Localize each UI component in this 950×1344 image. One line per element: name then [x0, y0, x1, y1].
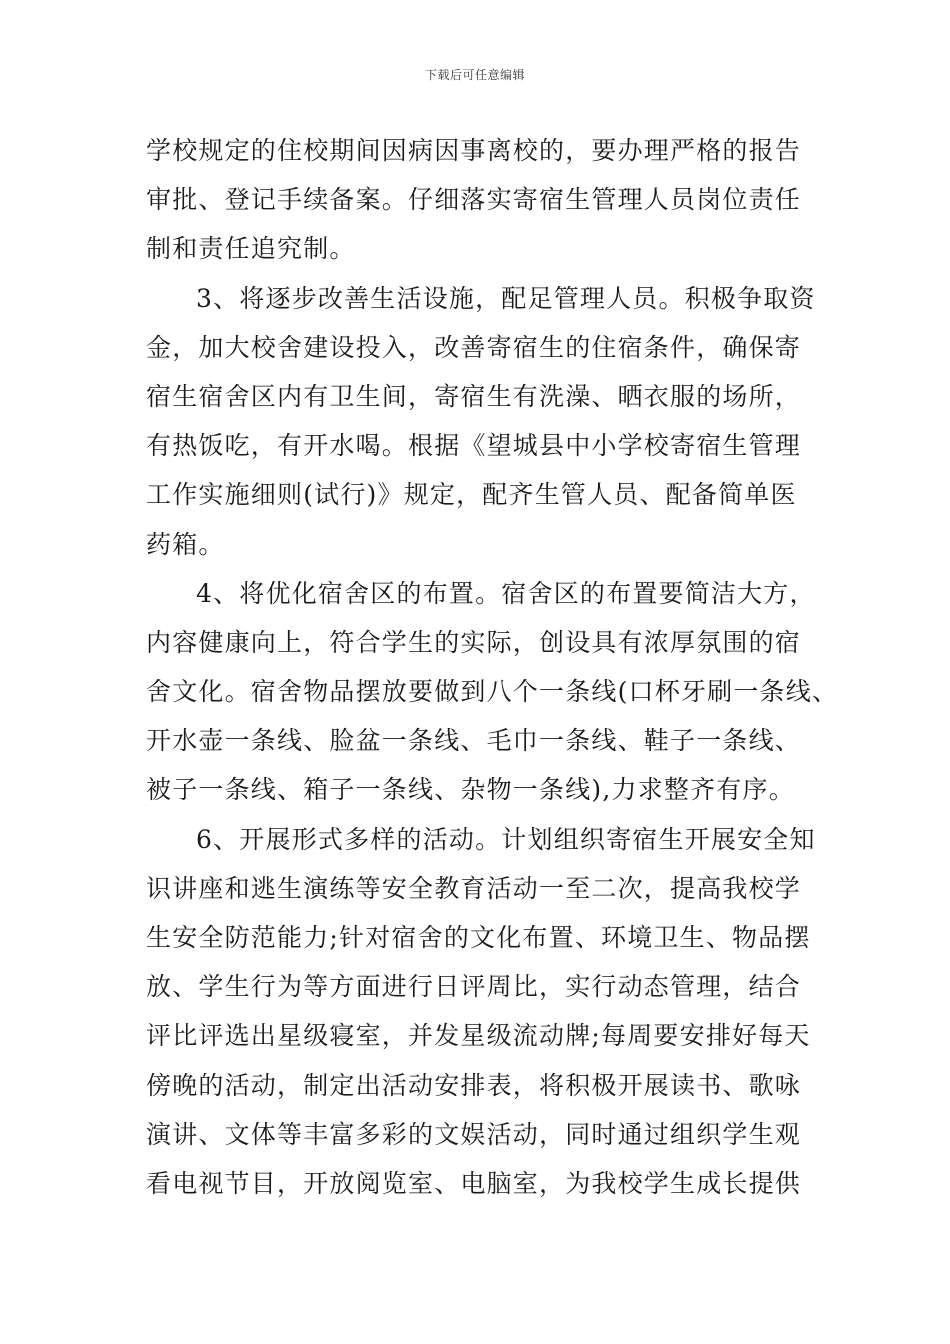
- text-line: 4、将优化宿舍区的布置。宿舍区的布置要简洁大方，: [196, 578, 816, 608]
- text-line: 6、开展形式多样的活动。计划组织寄宿生开展安全知: [196, 824, 816, 854]
- text-line: 3、将逐步改善生活设施，配足管理人员。积极争取资: [196, 283, 816, 313]
- text-line: 看电视节目，开放阅览室、电脑室，为我校学生成长提供: [146, 1168, 802, 1198]
- text-line: 放、学生行为等方面进行日评周比，实行动态管理，结合: [146, 972, 802, 1002]
- text-line: 演讲、文体等丰富多彩的文娱活动，同时通过组织学生观: [146, 1119, 802, 1149]
- text-line: 宿生宿舍区内有卫生间，寄宿生有洗澡、晒衣服的场所，: [146, 381, 802, 411]
- document-body: [146, 126, 846, 1208]
- text-line: 金，加大校舍建设投入，改善寄宿生的住宿条件，确保寄: [146, 332, 802, 362]
- text-line: 傍晚的活动，制定出活动安排表，将积极开展读书、歌咏: [146, 1070, 802, 1100]
- text-line: 评比评选出星级寝室，并发星级流动牌;每周要安排好每天: [146, 1021, 811, 1051]
- text-line: 开水壶一条线、脸盆一条线、毛巾一条线、鞋子一条线、: [146, 726, 802, 756]
- text-line: 内容健康向上，符合学生的实际，创设具有浓厚氛围的宿: [146, 627, 802, 657]
- text-line: 药箱。: [146, 529, 225, 559]
- text-line: 有热饭吃，有开水喝。根据《望城县中小学校寄宿生管理: [146, 431, 802, 461]
- text-line: 学校规定的住校期间因病因事离校的，要办理严格的报告: [146, 136, 802, 165]
- text-line: 生安全防范能力;针对宿舍的文化布置、环境卫生、物品摆: [146, 923, 811, 952]
- text-line: 制和责任追究制。: [146, 234, 356, 264]
- text-line: 识讲座和逃生演练等安全教育活动一至二次，提高我校学: [146, 873, 802, 903]
- text-line: 被子一条线、箱子一条线、杂物一条线),力求整齐有序。: [146, 775, 795, 805]
- text-line: 舍文化。宿舍物品摆放要做到八个一条线(口杯牙刷一条线、: [146, 677, 839, 707]
- text-line: 工作实施细则(试行)》规定，配齐生管人员、配备简单医: [146, 480, 797, 510]
- text-line: 审批、登记手续备案。仔细落实寄宿生管理人员岗位责任: [146, 185, 802, 215]
- page-header: 下载后可任意编辑: [424, 68, 525, 82]
